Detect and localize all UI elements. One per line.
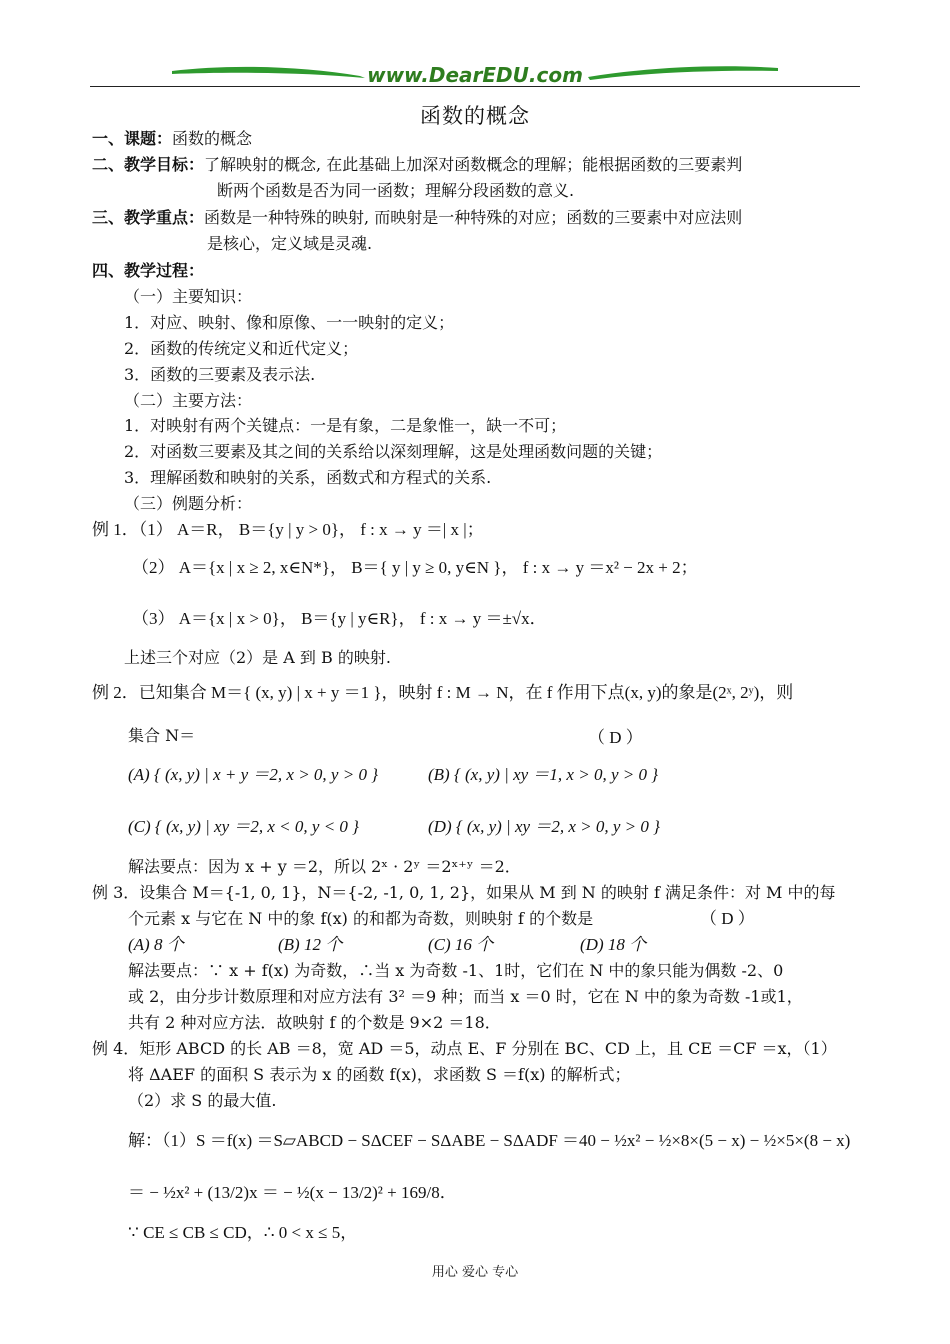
example-3-solution-3: 共有 2 种对应方法．故映射 f 的个数是 9×2 ＝18． (128, 1013, 501, 1032)
example-3-answer: （ D ） (700, 909, 755, 928)
example-2-solution: 解法要点：因为 x + y ＝2，所以 2ˣ · 2ʸ ＝2ˣ⁺ʸ ＝2． (128, 857, 521, 876)
examples-heading: （三）例题分析： (124, 494, 253, 513)
section-label: 二、教学目标： (92, 155, 205, 174)
section-goals-cont: 断两个函数是否为同一函数；理解分段函数的意义. (217, 181, 575, 200)
list-item: 3．理解函数和映射的关系，函数式和方程式的关系. (124, 468, 492, 487)
header-logo (170, 62, 780, 88)
option-d: (D) 18 个 (580, 935, 647, 954)
section-text: 函数的概念 (172, 129, 253, 148)
list-item: 2．函数的传统定义和近代定义； (124, 339, 359, 358)
example-1-conclusion: 上述三个对应（2）是 A 到 B 的映射. (124, 648, 391, 667)
example-3-line-1: 例 3．设集合 M＝{-1, 0, 1}，N＝{-2, -1, 0, 1, 2}，如果从 M 到 N 的映射 f 满足条件：对 M 中的每 (92, 883, 836, 902)
section-label: 一、课题： (92, 129, 173, 148)
example-1-line-1: 例 1．（1） A＝R， B＝{y | y > 0}， f : x → y ＝| x |； (92, 520, 484, 539)
option-b: (B) 12 个 (278, 935, 343, 954)
section-focus (92, 207, 742, 229)
example-2-line-1: 例 2．已知集合 M＝{ (x, y) | x + y ＝1 }，映射 f : M → N，在 f 作用下点(x, y)的象是(2ˣ, 2ʸ)，则 (92, 683, 794, 702)
option-d: (D) { (x, y) | xy ＝2, x > 0, y > 0 } (428, 817, 660, 836)
list-item: 3．函数的三要素及表示法. (124, 365, 316, 384)
list-item: 1．对应、映射、像和原像、一一映射的定义； (124, 313, 455, 332)
example-4-solution-2: ＝ − ½x² + (13/2)x ＝ − ½(x − 13/2)² + 169/8． (128, 1183, 457, 1202)
example-4-line-1: 例 4．矩形 ABCD 的长 AB ＝8，宽 AD ＝5，动点 E、F 分别在 BC、CD 上，且 CE ＝CF ＝x，（1） (92, 1039, 837, 1058)
example-3-solution-2: 或 2，由分步计数原理和对应方法有 3² ＝9 种；而当 x ＝0 时，它在 N 中的象为奇数 -1或1， (128, 987, 803, 1006)
example-1-line-3: （3） A＝{x | x > 0}， B＝{y | y∈R}， f : x → y ＝±√x． (132, 609, 547, 628)
list-item: 1．对映射有两个关键点：一是有象，二是象惟一，缺一不可； (124, 416, 567, 435)
header-divider (90, 86, 860, 87)
example-4-line-3: （2）求 S 的最大值. (128, 1091, 277, 1110)
option-b: (B) { (x, y) | xy ＝1, x > 0, y > 0 } (428, 765, 659, 784)
section-label: 三、教学重点： (92, 208, 205, 227)
option-c: (C) 16 个 (428, 935, 494, 954)
section-process: 四、教学过程： (92, 261, 205, 280)
option-a: (A) { (x, y) | x + y ＝2, x > 0, y > 0 } (128, 765, 378, 784)
section-text: 函数是一种特殊的映射, 而映射是一种特殊的对应；函数的三要素中对应法则 (204, 208, 743, 227)
example-4-line-2: 将 ΔAEF 的面积 S 表示为 x 的函数 f(x)，求函数 S ＝f(x) 的解析式； (128, 1065, 631, 1084)
section-focus-cont: 是核心，定义域是灵魂. (207, 234, 373, 253)
section-goals (92, 154, 742, 176)
option-c: (C) { (x, y) | xy ＝2, x < 0, y < 0 } (128, 817, 359, 836)
section-topic (92, 128, 252, 150)
example-2-answer: （ D ） (588, 728, 643, 747)
methods-heading: （二）主要方法： (124, 391, 253, 410)
section-text: 了解映射的概念, 在此基础上加深对函数概念的理解；能根据函数的三要素判 (204, 155, 743, 174)
example-1-line-2: （2） A＝{x | x ≥ 2, x∈N*}， B＝{ y | y ≥ 0, y∈N }， f : x → y ＝x² − 2x + 2； (132, 558, 698, 577)
example-3-solution-1: 解法要点：∵ x + f(x) 为奇数，∴当 x 为奇数 -1、1时，它们在 N 中的象只能为偶数 -2、0 (128, 961, 784, 980)
list-item: 2．对函数三要素及其之间的关系给以深刻理解，这是处理函数问题的关键； (124, 442, 663, 461)
knowledge-heading: （一）主要知识： (124, 287, 253, 306)
page-title: 函数的概念 (420, 104, 530, 128)
logo-text: www.DearEDU.com (367, 63, 583, 87)
page-footer: 用心 爱心 专心 (431, 1265, 519, 1280)
example-4-solution-1: 解：（1）S ＝f(x) ＝S▱ABCD − SΔCEF − SΔABE − SΔADF ＝40 − ½x² − ½×8×(5 − x) − ½×5×(8 − x) (128, 1131, 851, 1150)
header-swoosh-graphic (170, 62, 780, 88)
example-4-solution-3: ∵ CE ≤ CB ≤ CD，∴ 0 < x ≤ 5， (128, 1223, 358, 1242)
example-3-line-2: 个元素 x 与它在 N 中的象 f(x) 的和都为奇数，则映射 f 的个数是 (128, 909, 594, 928)
option-a: (A) 8 个 (128, 935, 184, 954)
example-2-line-2: 集合 N＝ (128, 726, 196, 745)
